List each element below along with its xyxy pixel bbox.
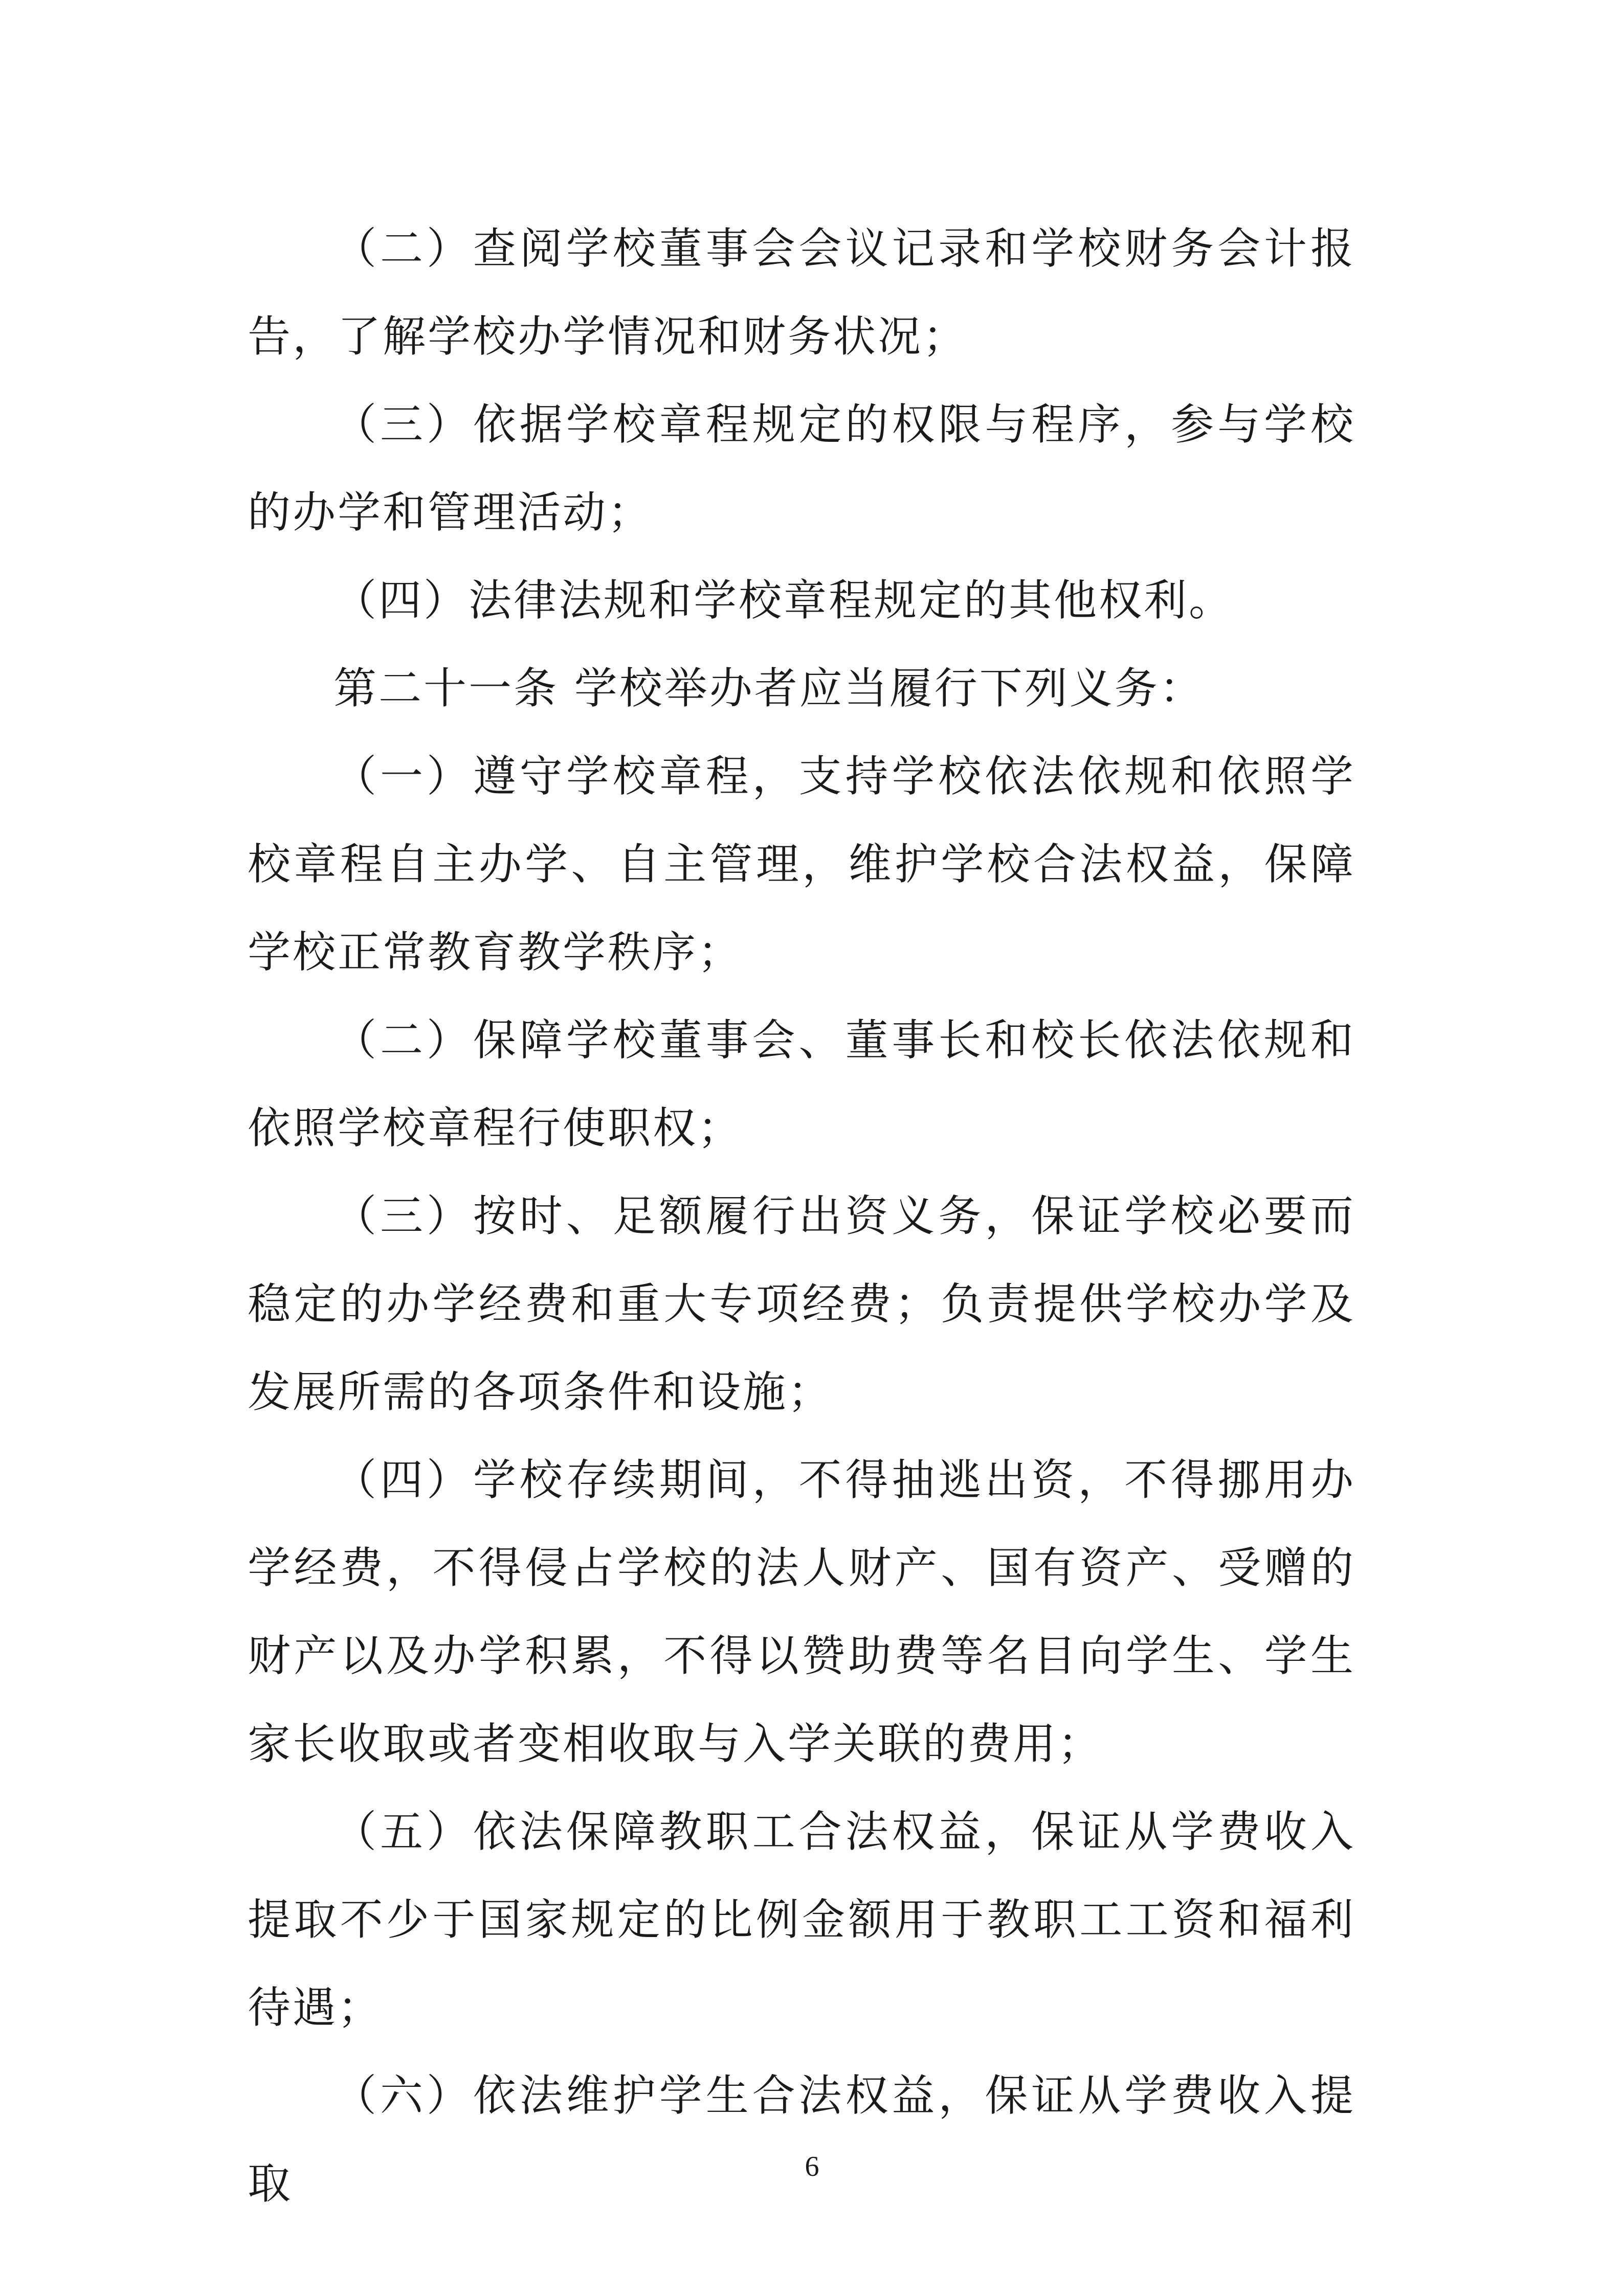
paragraph-item-4-rights: （四）法律法规和学校章程规定的其他权利。	[333, 575, 1234, 625]
paragraph-item-3-duties: （三）按时、足额履行出资义务，保证学校必要而稳定的办学经费和重大专项经费；负责提供学校办学及发展所需的各项条件和设施；	[248, 1191, 1355, 1417]
document-body	[248, 205, 1355, 2227]
paragraph-item-2-duties: （二）保障学校董事会、董事长和校长依法依规和依照学校章程行使职权；	[248, 1015, 1355, 1153]
paragraph-item-1-duties: （一）遵守学校章程，支持学校依法依规和依照学校章程自主办学、自主管理，维护学校合法权益，保障学校正常教育教学秩序；	[248, 751, 1355, 977]
paragraph-item-5-duties: （五）依法保障教职工合法权益，保证从学费收入提取不少于国家规定的比例金额用于教职工工资和福利待遇；	[248, 1807, 1355, 2033]
paragraph-item-3-rights: （三）依据学校章程规定的权限与程序，参与学校的办学和管理活动；	[248, 399, 1355, 537]
paragraph-item-6-duties: （六）依法维护学生合法权益，保证从学费收入提取	[248, 2070, 1355, 2209]
paragraph-item-4-duties: （四）学校存续期间，不得抽逃出资，不得挪用办学经费，不得侵占学校的法人财产、国有资产、受赠的财产以及办学积累，不得以赞助费等名目向学生、学生家长收取或者变相收取与入学关联的费用；	[248, 1455, 1355, 1769]
paragraph-item-2-rights: （二）查阅学校董事会会议记录和学校财务会计报告，了解学校办学情况和财务状况；	[248, 223, 1355, 362]
article-21-heading: 第二十一条 学校举办者应当履行下列义务：	[333, 663, 1205, 713]
page-number: 6	[805, 2151, 819, 2182]
